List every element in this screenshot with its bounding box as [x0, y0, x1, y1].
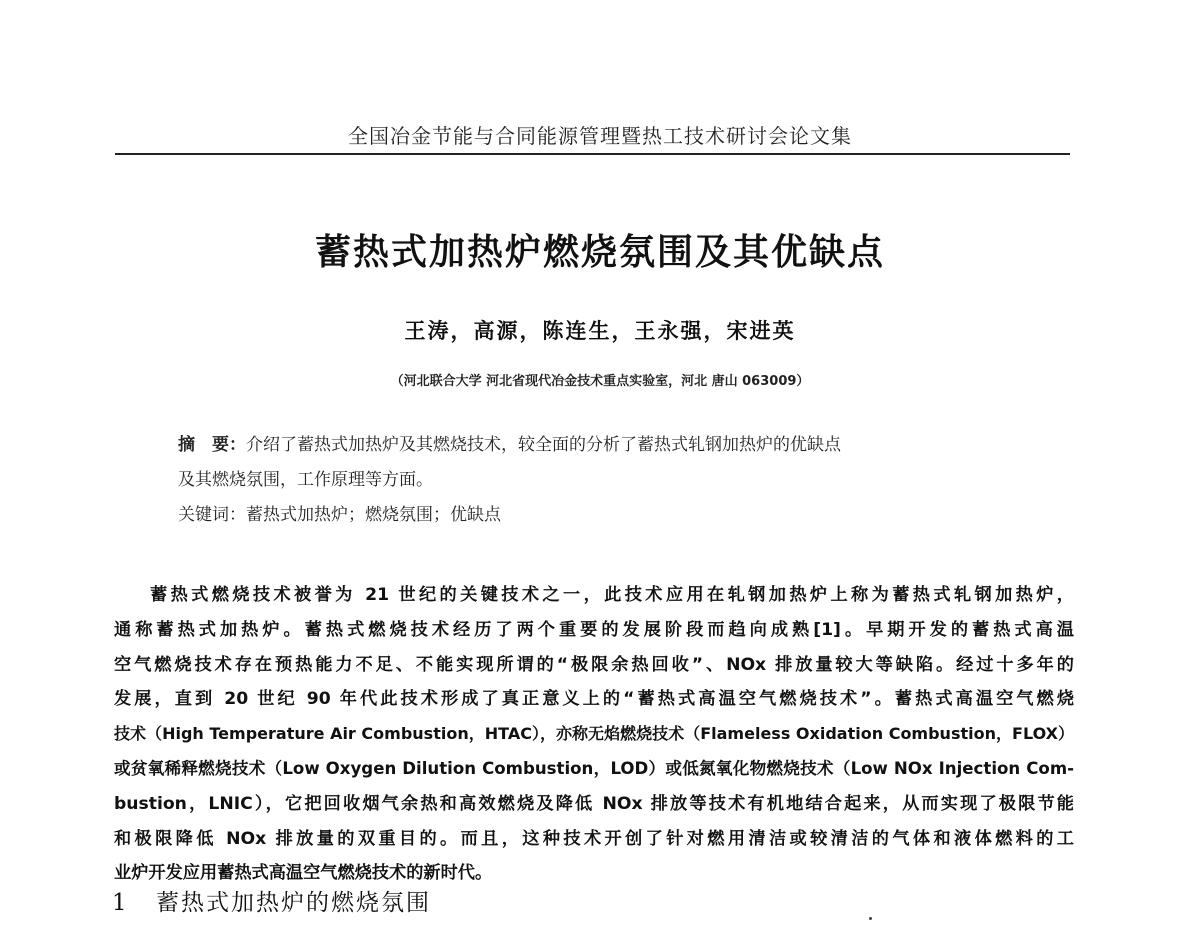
section-heading	[112, 884, 431, 917]
keywords-label: 关键词：	[178, 505, 246, 525]
abstract-line-2: 及其燃烧氛围，工作原理等方面。	[178, 470, 433, 490]
keywords-line	[178, 498, 1038, 533]
scan-speck	[869, 917, 872, 920]
body-line: 和极限降低 NOx 排放量的双重目的。而且，这种技术开创了针对燃用清洁或较清洁的气体和液体燃料的工	[114, 828, 1074, 849]
section-number: 1	[112, 890, 129, 916]
body-line: 或贫氧稀释燃烧技术（Low Oxygen Dilution Combustion，LOD）或低氮氧化物燃烧技术（Low NOx Injection Com-	[114, 758, 1074, 778]
abstract-line-1	[178, 428, 1038, 463]
author-list: 王涛，高源，陈连生，王永强，宋进英	[404, 318, 796, 343]
body-line: 技术（High Temperature Air Combustion，HTAC），亦称无焰燃烧技术（Flameless Oxidation Combustion，FLOX）	[114, 724, 1074, 744]
running-header: 全国冶金节能与合同能源管理暨热工技术研讨会论文集	[348, 124, 852, 148]
body-line: 业炉开发应用蓄热式高温空气燃烧技术的新时代。	[114, 863, 493, 884]
paper-title: 蓄热式加热炉燃烧氛围及其优缺点	[314, 232, 885, 273]
body-line: 通称蓄热式加热炉。蓄热式燃烧技术经历了两个重要的发展阶段而趋向成熟[1]。早期开发的蓄热式高温	[114, 619, 1074, 640]
abstract-block	[178, 428, 1038, 533]
affiliation: （河北联合大学 河北省现代冶金技术重点实验室，河北 唐山 063009）	[390, 374, 810, 389]
abstract-label: 摘 要：	[178, 435, 246, 455]
body-line: bustion，LNIC），它把回收烟气余热和高效燃烧及降低 NOx 排放等技术有机地结合起来，从而实现了极限节能	[114, 793, 1074, 814]
body-paragraph	[114, 578, 1074, 891]
body-line: 空气燃烧技术存在预热能力不足、不能实现所谓的“极限余热回收”、NOx 排放量较大等缺陷。经过十多年的	[114, 654, 1074, 675]
abstract-text-1: 介绍了蓄热式加热炉及其燃烧技术，较全面的分析了蓄热式轧钢加热炉的优缺点	[246, 435, 841, 455]
header-rule	[115, 153, 1070, 155]
body-line: 发展，直到 20 世纪 90 年代此技术形成了真正意义上的“蓄热式高温空气燃烧技术”。蓄热式高温空气燃烧	[114, 689, 1074, 710]
body-line: 蓄热式燃烧技术被誉为 21 世纪的关键技术之一，此技术应用在轧钢加热炉上称为蓄热式轧钢加热炉，	[150, 585, 1074, 605]
section-title: 蓄热式加热炉的燃烧氛围	[156, 890, 431, 916]
keywords-text: 蓄热式加热炉；燃烧氛围；优缺点	[246, 505, 501, 525]
